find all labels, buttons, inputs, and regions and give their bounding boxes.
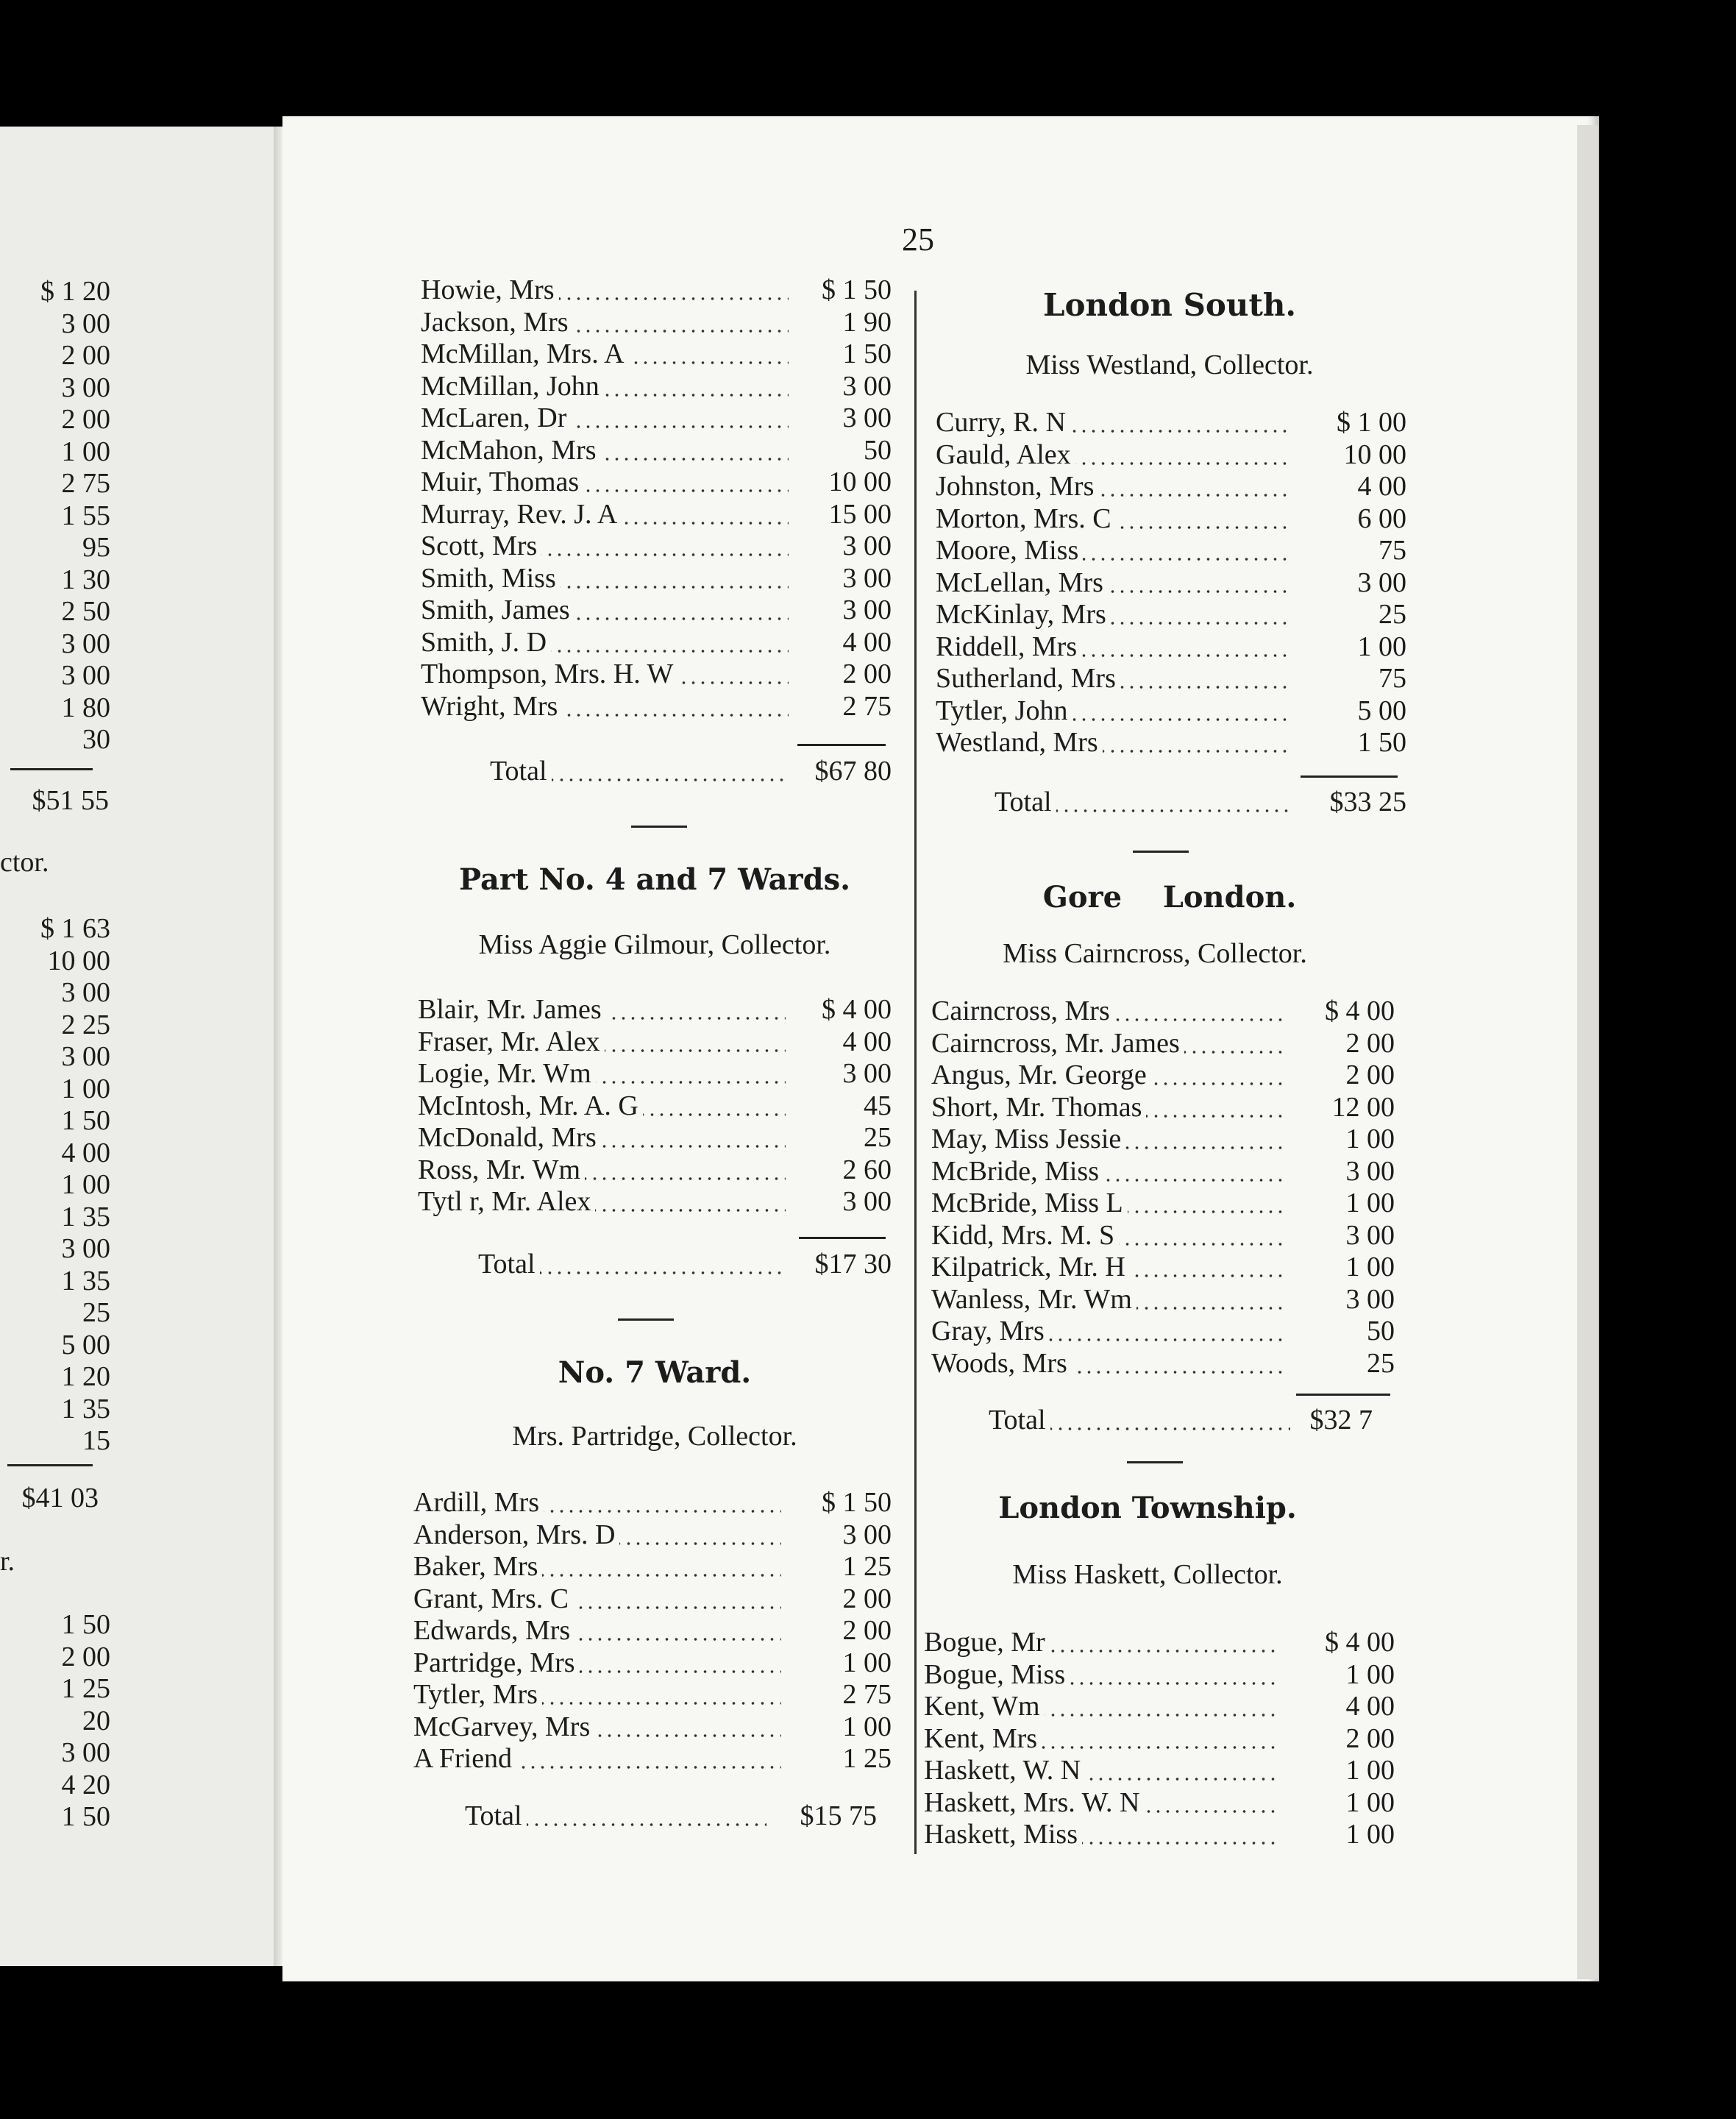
entry-name: Edwards, Mrs	[413, 1615, 574, 1646]
list-item	[936, 534, 1406, 567]
left-total-b: $41 03	[21, 1483, 99, 1513]
entry-name: Smith, Miss	[421, 563, 561, 594]
left-total-rule-a	[10, 768, 93, 770]
entry-amount: 3 00	[1345, 1283, 1395, 1315]
left-page-amount: 1 35	[61, 1201, 110, 1232]
list-item	[413, 1519, 892, 1551]
entry-amount: 1 25	[842, 1551, 892, 1582]
list-item	[421, 658, 892, 690]
entry-name: May, Miss Jessie	[931, 1124, 1125, 1154]
left-page-amount: 1 00	[61, 436, 110, 467]
entry-name: Partridge, Mrs	[413, 1647, 580, 1678]
entry-name: Bogue, Mr	[924, 1627, 1050, 1658]
list-item	[931, 1027, 1395, 1060]
entry-amount: 3 00	[842, 594, 892, 625]
list-item	[413, 1550, 892, 1583]
entry-amount: $ 1 00	[1337, 407, 1406, 438]
entry-amount: 3 00	[1345, 1155, 1395, 1187]
entry-amount: 5 00	[1357, 695, 1406, 726]
list-item	[421, 338, 892, 370]
entry-amount: 4 00	[842, 626, 892, 658]
entry-amount: 50	[1367, 1316, 1395, 1346]
left-page-amount: 30	[82, 724, 110, 755]
entry-name: Haskett, Miss	[924, 1819, 1082, 1850]
entry-name: Muir, Thomas	[421, 466, 583, 497]
list-item	[924, 1786, 1395, 1819]
entry-amount: 3 00	[1345, 1219, 1395, 1251]
list-item	[924, 1722, 1395, 1755]
entry-name: Moore, Miss	[936, 535, 1083, 566]
col2-section3-title: London Township.	[998, 1491, 1297, 1525]
entry-amount: $ 4 00	[1325, 1627, 1395, 1658]
col1-section3-collector: Mrs. Partridge, Collector.	[512, 1421, 797, 1452]
list-item	[421, 434, 892, 466]
entry-amount: 3 00	[842, 562, 892, 594]
entry-name: Gauld, Alex	[936, 439, 1075, 470]
entry-name: Curry, R. N	[936, 407, 1070, 438]
col2-total-2	[989, 1404, 1373, 1436]
left-page-amount: 3 00	[61, 660, 110, 691]
entry-name: Johnston, Mrs	[936, 471, 1098, 502]
entry-name: Grant, Mrs. C	[413, 1583, 573, 1614]
list-item	[924, 1690, 1395, 1722]
entry-name: Sutherland, Mrs	[936, 663, 1120, 694]
entry-name: Tytl r, Mr. Alex	[418, 1186, 595, 1217]
list-item	[418, 1185, 892, 1218]
entry-amount: 45	[864, 1090, 892, 1121]
left-collector-fragment: ctor.	[0, 847, 49, 878]
left-page-amount: 25	[82, 1297, 110, 1328]
entry-amount: 25	[1367, 1347, 1395, 1379]
entry-name: Logie, Mr. Wm	[418, 1058, 596, 1089]
entry-amount: 1 00	[1345, 1658, 1395, 1690]
entry-name: Murray, Rev. J. A	[421, 499, 622, 530]
left-page-amount: 3 00	[61, 1041, 110, 1072]
entry-name: Kent, Wm	[924, 1691, 1045, 1722]
entry-amount: 2 75	[842, 690, 892, 722]
left-page-amount: 2 25	[61, 1009, 110, 1040]
list-item	[924, 1626, 1395, 1658]
list-item	[421, 690, 892, 723]
left-page-amount: 3 00	[61, 1737, 110, 1768]
col2-total-2-label: Total	[989, 1405, 1050, 1435]
entry-name: Tytler, John	[936, 695, 1072, 726]
entry-amount: 4 00	[1357, 471, 1406, 502]
entry-amount: 15 00	[828, 498, 892, 530]
entry-amount: 4 00	[1345, 1691, 1395, 1722]
left-page-amount: 2 75	[61, 468, 110, 499]
entry-name: McKinlay, Mrs	[936, 599, 1111, 630]
entry-amount: 3 00	[842, 1519, 892, 1550]
entry-amount: 3 00	[842, 370, 892, 402]
entry-name: Thompson, Mrs. H. W	[421, 659, 677, 689]
list-item	[936, 726, 1406, 759]
entry-name: McLellan, Mrs	[936, 567, 1108, 598]
entry-amount: 6 00	[1357, 503, 1406, 534]
entry-amount: 25	[864, 1122, 892, 1153]
left-page-amount: 3 00	[61, 372, 110, 403]
entry-amount: 3 00	[842, 1186, 892, 1217]
left-page-amount: 2 50	[61, 596, 110, 627]
list-item	[421, 306, 892, 338]
entry-amount: 2 00	[842, 659, 892, 689]
left-page-amount: 1 30	[61, 564, 110, 595]
col2-total-rule-1	[1301, 775, 1398, 778]
entry-amount: 1 25	[842, 1743, 892, 1774]
left-page-amount: 2 00	[61, 340, 110, 371]
entry-amount: 1 50	[1357, 727, 1406, 758]
list-item	[421, 466, 892, 498]
left-page-amount: 5 00	[61, 1329, 110, 1360]
entry-amount: 2 75	[842, 1679, 892, 1710]
entry-amount: 1 00	[1357, 631, 1406, 662]
list-item	[418, 1154, 892, 1186]
left-fragment-r: r.	[0, 1546, 15, 1577]
entry-name: Bogue, Miss	[924, 1659, 1070, 1690]
entry-amount: 1 00	[1345, 1124, 1395, 1154]
left-page-amount: 1 35	[61, 1393, 110, 1424]
left-total-a: $51 55	[32, 785, 109, 816]
entry-name: Angus, Mr. George	[931, 1060, 1151, 1090]
entry-amount: 3 00	[842, 530, 892, 561]
entry-amount: $ 1 50	[822, 274, 892, 305]
col1-total-2	[478, 1248, 892, 1280]
list-item	[413, 1647, 892, 1679]
left-page-amount: 3 00	[61, 1233, 110, 1264]
entry-name: Fraser, Mr. Alex	[418, 1026, 605, 1057]
left-page-amount: 2 00	[61, 1641, 110, 1672]
col1-total-1-label: Total	[490, 756, 552, 787]
list-item	[931, 1187, 1395, 1219]
entry-name: McDonald, Mrs	[418, 1122, 601, 1153]
left-page-amount: 1 35	[61, 1265, 110, 1296]
entry-amount: 1 50	[842, 338, 892, 369]
list-item	[931, 1251, 1395, 1283]
list-item	[936, 470, 1406, 503]
entry-amount: 2 00	[842, 1583, 892, 1614]
entry-name: Smith, James	[421, 594, 574, 625]
entry-name: McIntosh, Mr. A. G	[418, 1090, 643, 1121]
entry-name: Woods, Mrs	[931, 1348, 1072, 1379]
entry-amount: 75	[1379, 535, 1406, 566]
left-page-amount: 2 00	[61, 404, 110, 435]
entry-name: Kilpatrick, Mr. H	[931, 1252, 1130, 1282]
list-item	[936, 439, 1406, 471]
list-item	[421, 402, 892, 434]
list-item	[413, 1486, 892, 1519]
col1-total-2-amount: $17 30	[814, 1249, 892, 1279]
list-item	[421, 370, 892, 402]
entry-name: McMillan, Mrs. A	[421, 338, 629, 369]
entry-name: Wright, Mrs	[421, 691, 562, 722]
entry-name: McBride, Miss L	[931, 1188, 1128, 1218]
list-item	[931, 1219, 1395, 1252]
list-item	[936, 406, 1406, 439]
list-item	[421, 626, 892, 659]
list-item	[931, 1347, 1395, 1380]
list-item	[413, 1583, 892, 1615]
entry-name: Baker, Mrs	[413, 1551, 542, 1582]
entry-amount: 3 00	[1357, 567, 1406, 598]
page-number: 25	[902, 221, 934, 258]
col1-total-3-amount: $15 75	[800, 1800, 877, 1831]
left-page-amount: 1 50	[61, 1801, 110, 1832]
left-page-amount: 1 00	[61, 1073, 110, 1104]
left-page-amount: 1 55	[61, 500, 110, 531]
list-item	[413, 1678, 892, 1711]
entry-amount: 1 00	[1345, 1755, 1395, 1786]
entry-amount: 10 00	[828, 466, 892, 497]
entry-amount: 1 00	[1345, 1188, 1395, 1218]
entry-amount: 75	[1379, 663, 1406, 694]
left-page-amount: 95	[82, 532, 110, 563]
entry-amount: 1 00	[842, 1647, 892, 1678]
col1-section2-title: Part No. 4 and 7 Wards.	[458, 862, 851, 897]
left-page-amount: 4 20	[61, 1769, 110, 1800]
entry-name: Jackson, Mrs	[421, 307, 573, 338]
entry-name: Ross, Mr. Wm	[418, 1154, 585, 1185]
column-divider	[914, 291, 917, 1854]
entry-amount: 1 00	[842, 1711, 892, 1742]
list-item	[931, 995, 1395, 1027]
entry-name: A Friend	[413, 1743, 516, 1774]
left-total-rule-b	[7, 1464, 93, 1466]
list-item	[421, 530, 892, 562]
list-item	[421, 498, 892, 530]
list-item	[936, 567, 1406, 599]
list-item	[418, 1026, 892, 1058]
col2-section1-title: London South.	[1042, 287, 1297, 323]
col2-section3-collector: Miss Haskett, Collector.	[1012, 1559, 1283, 1590]
entry-name: McMahon, Mrs	[421, 435, 601, 466]
list-item	[931, 1123, 1395, 1155]
list-item	[413, 1711, 892, 1743]
list-item	[418, 1121, 892, 1154]
left-page-amount: 4 00	[61, 1137, 110, 1168]
col2-section2-title: Gore London.	[1042, 880, 1297, 915]
entry-amount: 3 00	[842, 402, 892, 433]
left-page-amount: 20	[82, 1705, 110, 1736]
entry-amount: 2 60	[842, 1154, 892, 1185]
left-page-amount: 3 00	[61, 977, 110, 1008]
left-page-amount: 1 20	[61, 1361, 110, 1392]
entry-name: McBride, Miss	[931, 1156, 1103, 1187]
col1-total-1	[490, 755, 892, 787]
entry-name: Cairncross, Mrs	[931, 995, 1114, 1026]
list-item	[931, 1283, 1395, 1316]
entry-amount: $ 4 00	[822, 994, 892, 1025]
list-item	[931, 1315, 1395, 1347]
left-page-amount: 1 00	[61, 1169, 110, 1200]
col1-section3-title: No. 7 Ward.	[558, 1355, 752, 1390]
col1-total-2-label: Total	[478, 1249, 540, 1279]
list-item	[924, 1818, 1395, 1850]
list-item	[421, 594, 892, 626]
entry-amount: 50	[864, 434, 892, 466]
col2-separator-1	[1133, 851, 1189, 853]
entry-amount: 1 00	[1345, 1786, 1395, 1818]
col1-total-1-amount: $67 80	[814, 756, 892, 787]
col2-total-1-label: Total	[995, 787, 1056, 817]
list-item	[924, 1658, 1395, 1691]
entry-amount: 3 00	[842, 1058, 892, 1089]
list-item	[418, 1057, 892, 1090]
entry-name: Short, Mr. Thomas	[931, 1092, 1146, 1123]
entry-name: Haskett, Mrs. W. N	[924, 1787, 1144, 1818]
entry-name: Haskett, W. N	[924, 1755, 1085, 1786]
entry-name: Westland, Mrs	[936, 727, 1103, 758]
entry-name: Cairncross, Mr. James	[931, 1028, 1184, 1059]
list-item	[413, 1614, 892, 1647]
col2-total-1	[995, 786, 1406, 818]
list-item	[936, 631, 1406, 663]
col1-section2-collector: Miss Aggie Gilmour, Collector.	[478, 929, 831, 960]
col1-separator-2	[618, 1318, 674, 1321]
entry-name: Gray, Mrs	[931, 1316, 1049, 1346]
entry-name: Scott, Mrs	[421, 530, 541, 561]
entry-name: Kidd, Mrs. M. S	[931, 1220, 1119, 1251]
entry-name: McLaren, Dr	[421, 402, 571, 433]
list-item	[418, 993, 892, 1026]
col1-total-rule-2	[799, 1237, 886, 1239]
col2-separator-2	[1127, 1461, 1183, 1463]
entry-name: Riddell, Mrs	[936, 631, 1081, 662]
entry-amount: 2 00	[1345, 1722, 1395, 1754]
entry-name: Tytler, Mrs	[413, 1679, 542, 1710]
entry-amount: 1 90	[842, 306, 892, 338]
entry-name: Blair, Mr. James	[418, 994, 606, 1025]
entry-amount: 1 00	[1345, 1252, 1395, 1282]
col2-total-rule-2	[1296, 1394, 1390, 1396]
list-item	[413, 1742, 892, 1775]
page-edge	[1577, 125, 1598, 1979]
entry-amount: 4 00	[842, 1026, 892, 1057]
list-item	[936, 598, 1406, 631]
left-page-amount: 1 50	[61, 1105, 110, 1136]
list-item	[421, 562, 892, 594]
entry-name: McMillan, John	[421, 371, 604, 402]
entry-amount: $ 1 50	[822, 1487, 892, 1518]
list-item	[936, 662, 1406, 695]
list-item	[418, 1090, 892, 1122]
left-page-amount: 15	[82, 1425, 110, 1456]
col1-total-3	[465, 1800, 877, 1832]
list-item	[931, 1155, 1395, 1188]
entry-amount: 1 00	[1345, 1819, 1395, 1850]
col2-total-1-amount: $33 25	[1329, 787, 1406, 817]
left-page-amount: 3 00	[61, 308, 110, 339]
list-item	[936, 695, 1406, 727]
left-page-amount: 1 50	[61, 1609, 110, 1640]
entry-amount: $ 4 00	[1325, 995, 1395, 1026]
left-page-amount: $ 1 63	[40, 913, 110, 944]
entry-name: Kent, Mrs	[924, 1723, 1042, 1754]
col1-total-3-label: Total	[465, 1800, 527, 1831]
entry-name: Anderson, Mrs. D	[413, 1519, 619, 1550]
entry-name: Smith, J. D	[421, 627, 551, 658]
entry-name: McGarvey, Mrs	[413, 1711, 594, 1742]
list-item	[931, 1059, 1395, 1091]
entry-name: Ardill, Mrs	[413, 1487, 544, 1518]
left-page-amount: $ 1 20	[40, 276, 110, 307]
list-item	[924, 1754, 1395, 1786]
col1-total-rule-1	[797, 744, 886, 746]
col2-total-2-amount: $32 7	[1309, 1405, 1373, 1435]
left-page-amount: 1 25	[61, 1673, 110, 1704]
left-page-amount: 3 00	[61, 628, 110, 659]
entry-amount: 2 00	[842, 1615, 892, 1646]
col2-section2-collector: Miss Cairncross, Collector.	[1003, 938, 1307, 969]
entry-name: Morton, Mrs. C	[936, 503, 1116, 534]
left-page-amount: 1 80	[61, 692, 110, 723]
entry-amount: 2 00	[1345, 1027, 1395, 1059]
list-item	[421, 274, 892, 306]
left-page-amount: 10 00	[47, 945, 110, 976]
entry-amount: 12 00	[1331, 1091, 1395, 1123]
col2-section1-collector: Miss Westland, Collector.	[1025, 349, 1314, 380]
col1-separator-1	[631, 826, 687, 828]
list-item	[931, 1091, 1395, 1124]
entry-amount: 2 00	[1345, 1060, 1395, 1090]
entry-amount: 10 00	[1343, 439, 1406, 470]
entry-name: Howie, Mrs	[421, 274, 559, 305]
entry-name: Wanless, Mr. Wm	[931, 1284, 1136, 1315]
list-item	[936, 503, 1406, 535]
entry-amount: 25	[1379, 599, 1406, 630]
